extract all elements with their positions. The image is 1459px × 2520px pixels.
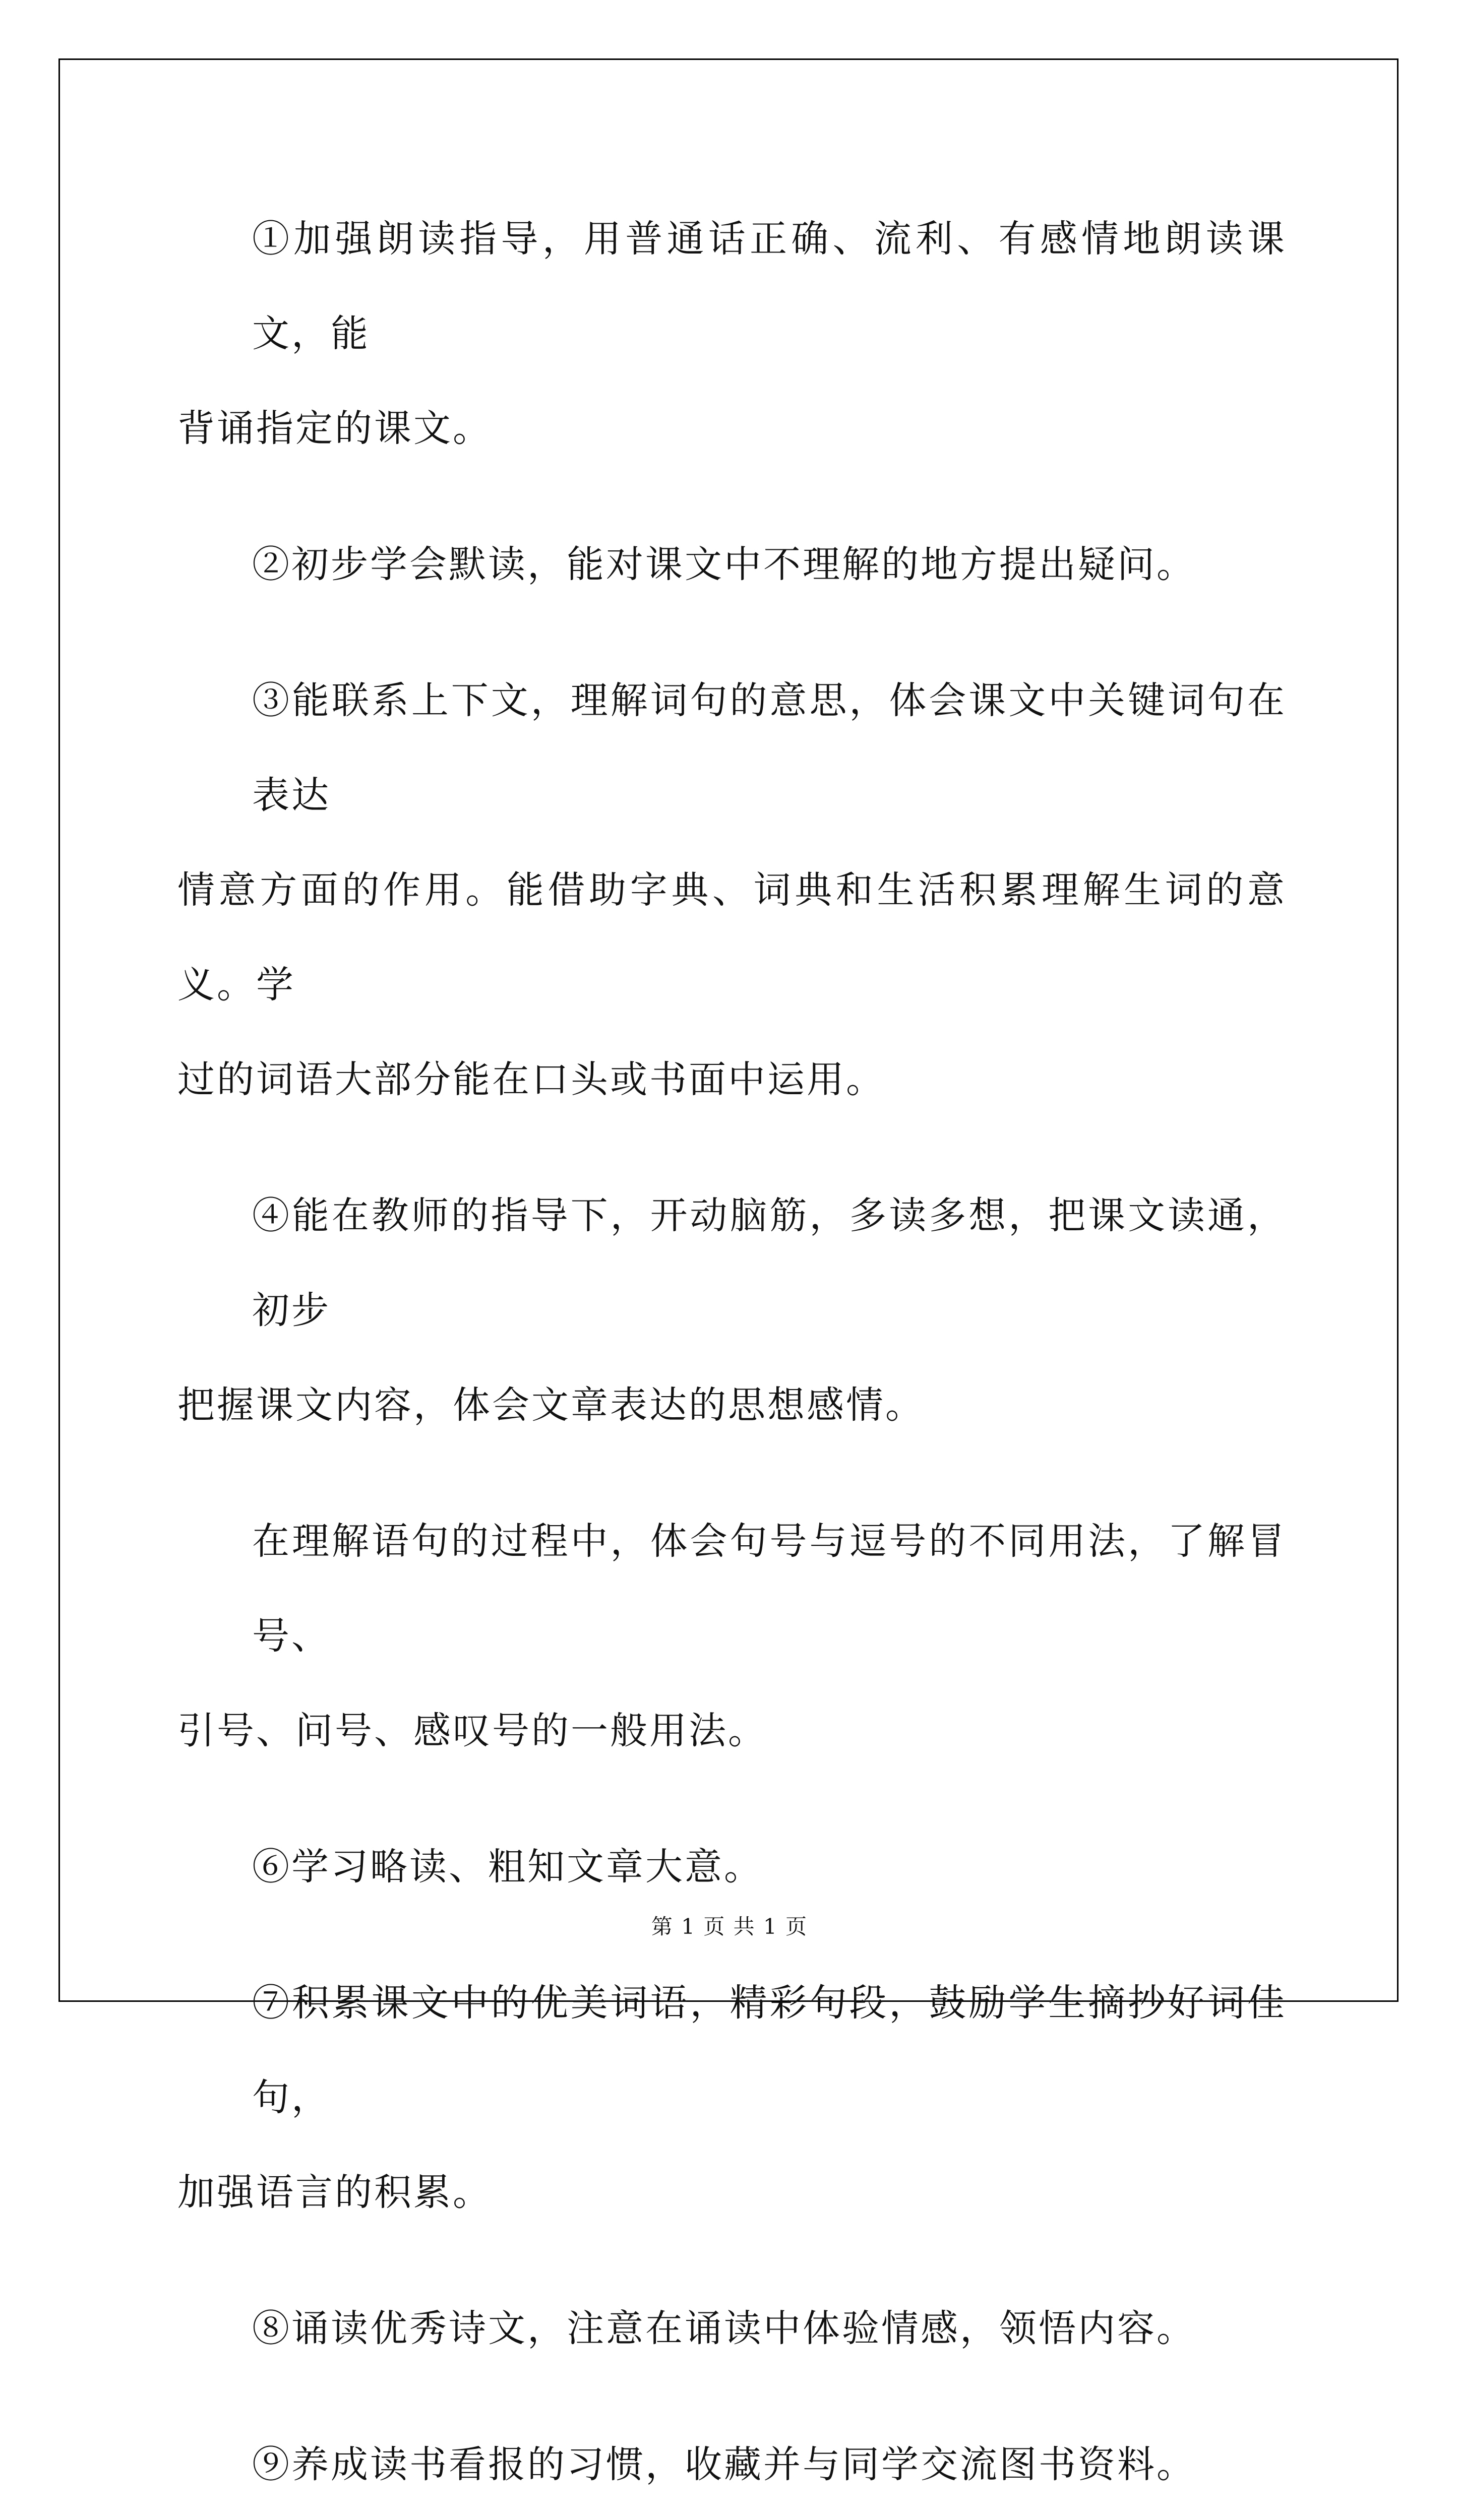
paragraph-skimming (177, 1819, 1287, 1914)
paragraph-vocabulary (177, 1956, 1287, 2240)
paragraph-line: 在理解语句的过程中，体会句号与逗号的不同用法，了解冒号、 (252, 1520, 1287, 1658)
paragraph-line: ②初步学会默读，能对课文中不理解的地方提出疑问。 (252, 543, 1196, 586)
paragraph-line: 引号、问号、感叹号的一般用法。 (177, 1709, 767, 1752)
paragraph-line: 情意方面的作用。能借助字典、词典和生活积累理解生词的意义。学 (177, 868, 1287, 1006)
paragraph-context-understanding (177, 653, 1287, 1127)
paragraph-line: ⑥学习略读、粗知文章大意。 (252, 1845, 763, 1888)
paragraph-silent-reading (177, 517, 1287, 612)
paragraph-line: ⑨养成读书看报的习惯，收藏并与同学交流图书资料。 (252, 2443, 1196, 2486)
paragraph-line: ①加强朗读指导，用普通话正确、流利、有感情地朗读课文，能 (252, 217, 1287, 355)
paragraph-line: 把握课文内容，体会文章表达的思想感情。 (177, 1383, 925, 1427)
paragraph-teacher-guidance (177, 1168, 1287, 1453)
paragraph-line: 过的词语大部分能在口头或书面中运用。 (177, 1058, 885, 1101)
paragraph-line: ⑧诵读优秀诗文，注意在诵读中体验情感，领悟内容。 (252, 2307, 1196, 2350)
page-number-footer: 第 1 页 共 1 页 (651, 1914, 808, 1939)
paragraph-poetry (177, 2281, 1287, 2376)
document-body (177, 192, 1287, 2520)
paragraph-reading-habit (177, 2417, 1287, 2512)
paragraph-punctuation (177, 1494, 1287, 1778)
paragraph-line: ③能联系上下文，理解词句的意思，体会课文中关键词句在表达 (252, 679, 1287, 817)
paragraph-line: ⑦积累课文中的优美词语，精彩句段，鼓励学生摘抄好词佳句， (252, 1981, 1287, 2119)
paragraph-line: 背诵指定的课文。 (177, 407, 492, 450)
paragraph-reading-aloud (177, 192, 1287, 476)
paragraph-line: ④能在教师的指导下，开动脑筋，多读多想，把课文读通，初步 (252, 1194, 1287, 1332)
paragraph-line: 加强语言的积累。 (177, 2171, 492, 2214)
